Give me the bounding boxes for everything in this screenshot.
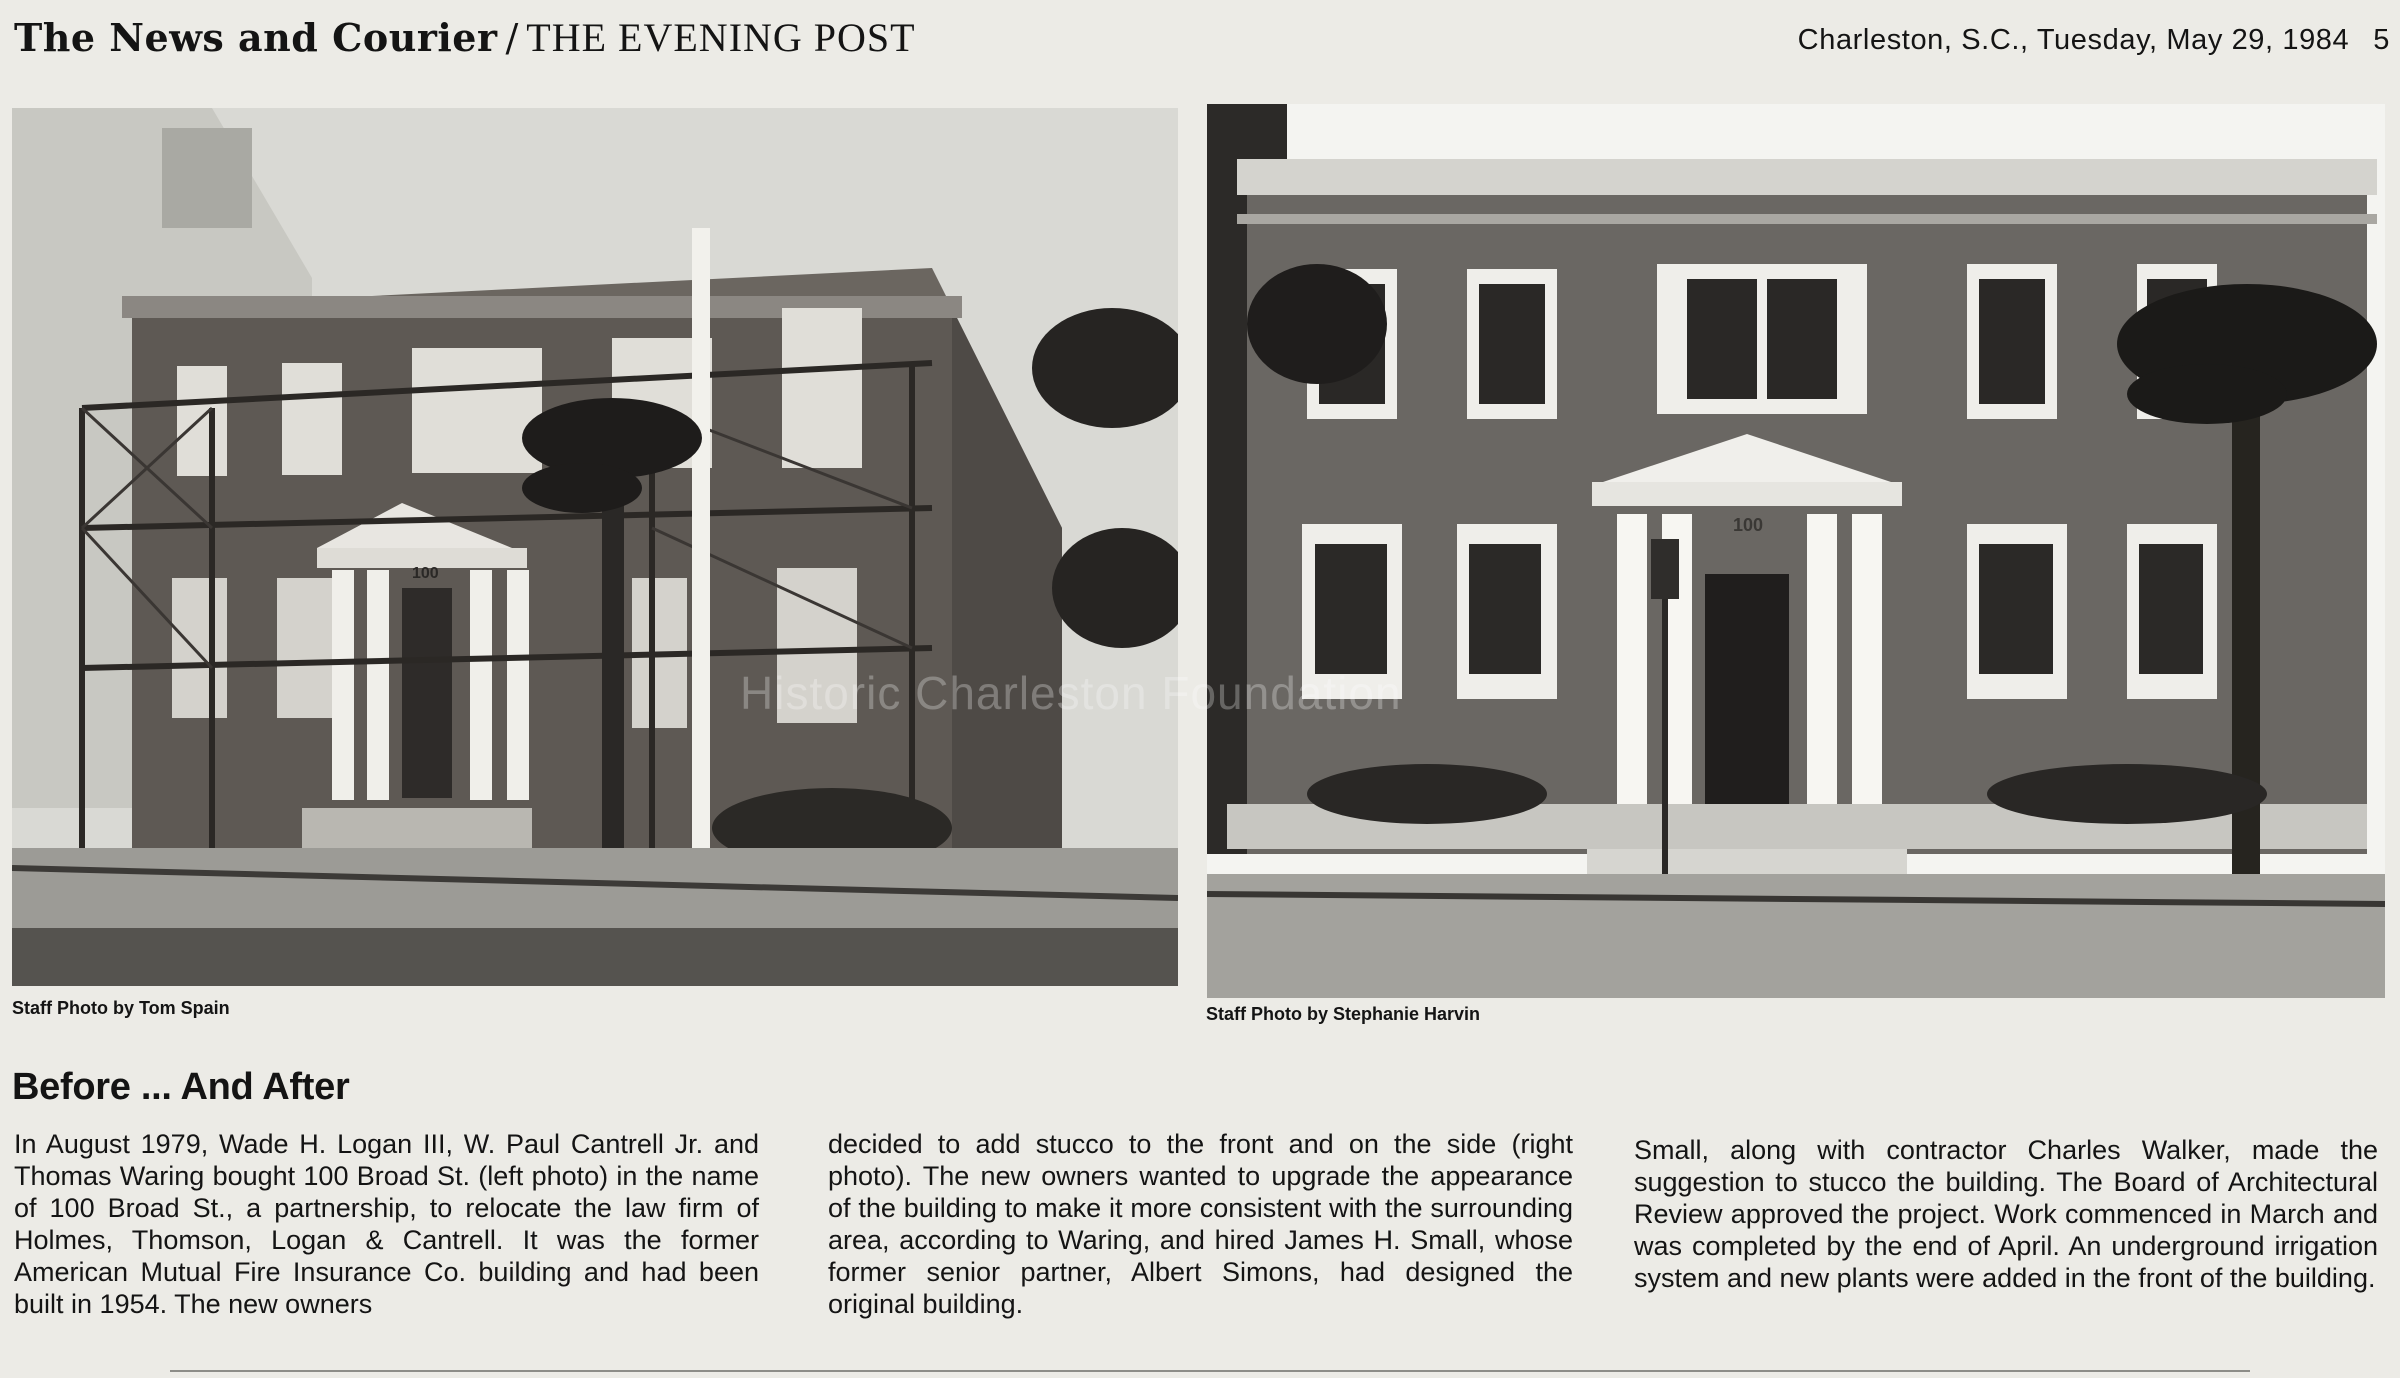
watermark: Historic Charleston Foundation [740,667,1402,719]
after-photo [1207,104,2385,998]
masthead-slash: / [505,16,519,60]
article-column-1: In August 1979, Wade H. Logan III, W. Paul Cantrell Jr. and Thomas Waring bought 100 Broad St. (left photo) in the name of 100 Broad St., a partnership, to relocate the law firm of Holmes, Thomson, Logan & Cantrell. It was the former American Mutual Fire Insurance Co. building and had been built in 1954. The new owners [14,1129,759,1319]
right-photo-credit: Staff Photo by Stephanie Harvin [1206,1004,1481,1024]
after-photo-illustration [1207,104,2385,998]
page-number: 5 [2373,24,2390,56]
paper-name: The News and Courier [14,15,498,60]
edition-name: THE EVENING POST [526,15,916,60]
article-column-2: decided to add stucco to the front and on the side (right photo). The new owners wanted to upgrade the appearance of the building to make it more consistent with the surrounding area, according to Waring, and hired James H. Small, whose former senior partner, Albert Simons, had designed the original building. [828,1129,1573,1319]
masthead [14,14,916,64]
dateline [1798,24,2390,57]
before-photo-illustration [12,108,1178,986]
bottom-rule [170,1370,2250,1372]
before-photo [12,108,1178,986]
left-photo-credit: Staff Photo by Tom Spain [12,998,230,1018]
article-headline: Before ... And After [12,1066,350,1108]
before-building-number: 100 [412,565,439,582]
after-building-number: 100 [1733,515,1764,535]
dateline-text: Charleston, S.C., Tuesday, May 29, 1984 [1797,24,2350,56]
article-column-3: Small, along with contractor Charles Walker, made the suggestion to stucco the building. The Board of Architectural Review approved the project. Work commenced in March and was completed by the end of April. An underground irrigation system and new plants were added in the front of the building. [1634,1135,2378,1293]
